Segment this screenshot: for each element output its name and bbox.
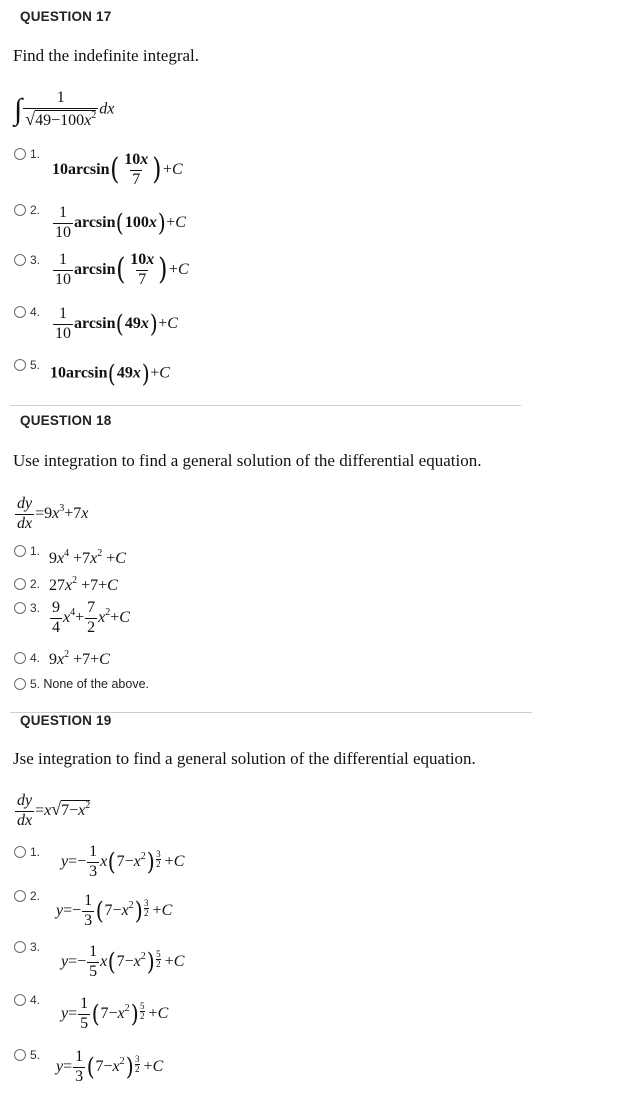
q17-option-5[interactable]: 5. xyxy=(14,358,40,372)
q19-option-3-expression: y=− $\frac{1}{5}$ $x(7-x^2)$ $\frac{5}{2}$ +C xyxy=(61,943,185,980)
question-18-equation: $\frac{dy}{dx}$ $=9x^3+7x$ xyxy=(17,495,89,532)
question-17-prompt: Find the indefinite integral. xyxy=(13,46,200,65)
q19-option-5-expression: y= $\frac{1}{3}$ $(7-x^2)$ $\frac{3}{2}$ +C xyxy=(56,1048,164,1085)
q18-option-5-text: None of the above. xyxy=(43,677,149,691)
question-18-title: QUESTION 18 xyxy=(20,413,112,428)
q17-option-2-expression: $\frac{1}{10}$ arcsin(100x)+C xyxy=(55,204,186,241)
question-17-title: QUESTION 17 xyxy=(20,9,112,24)
q17-option-5-radio[interactable] xyxy=(14,359,26,371)
question-19-title: QUESTION 19 xyxy=(20,713,112,728)
q17-option-2[interactable]: 2. xyxy=(14,203,40,217)
q17-option-2-radio[interactable] xyxy=(14,204,26,216)
q19-option-5[interactable]: 5. xyxy=(14,1048,40,1062)
q18-option-2[interactable]: 2. xyxy=(14,577,40,591)
q19-option-4[interactable]: 4. xyxy=(14,993,40,1007)
q18-option-3-expression: $\frac{9}{4}$ $x^4+$ $\frac{7}{2}$ $x^2+C$ xyxy=(52,599,130,636)
q19-option-1[interactable]: 1. xyxy=(14,845,40,859)
q19-option-5-radio[interactable] xyxy=(14,1049,26,1061)
question-17-integral: ∫ $\frac{1}{√49-100x^2}$ dx xyxy=(14,89,115,129)
q18-option-2-expression: $27x^2 +7+C$ xyxy=(49,575,118,594)
q18-option-4-expression: $9x^2 +7+C$ xyxy=(49,649,110,668)
q19-option-2-expression: y=− $\frac{1}{3}$ $(7-x^2)$ $\frac{3}{2}$ +C xyxy=(56,892,173,929)
q18-option-3[interactable]: 3. xyxy=(14,601,40,615)
q18-option-5[interactable]: 5. None of the above. xyxy=(14,677,149,691)
q19-option-2[interactable]: 2. xyxy=(14,889,40,903)
q18-option-4[interactable]: 4. xyxy=(14,651,40,665)
q17-option-1-expression: 10arcsin( $\frac{10x}{7}$ )+C xyxy=(52,151,183,188)
q18-option-1-radio[interactable] xyxy=(14,545,26,557)
question-19-prompt: Jse integration to find a general solution of the differential equation. xyxy=(13,749,476,768)
q19-option-1-expression: y=− $\frac{1}{3}$ $x(7-x^2)$ $\frac{3}{2}$ +C xyxy=(61,843,185,880)
q19-option-3-radio[interactable] xyxy=(14,941,26,953)
q17-option-1-radio[interactable] xyxy=(14,148,26,160)
q18-option-2-radio[interactable] xyxy=(14,578,26,590)
q19-option-4-expression: y= $\frac{1}{5}$ $(7-x^2)$ $\frac{5}{2}$ +C xyxy=(61,995,169,1032)
q19-option-1-radio[interactable] xyxy=(14,846,26,858)
q17-option-1[interactable]: 1. xyxy=(14,147,40,161)
q18-option-3-radio[interactable] xyxy=(14,602,26,614)
q18-option-5-radio[interactable] xyxy=(14,678,26,690)
q18-option-1-expression: $9x^4 +7x^2 +C$ xyxy=(49,548,126,567)
q17-option-3-expression: $\frac{1}{10}$ arcsin( $\frac{10x}{7}$ )+C xyxy=(55,251,189,288)
q17-option-4[interactable]: 4. xyxy=(14,305,40,319)
question-separator xyxy=(10,405,521,406)
q18-option-4-radio[interactable] xyxy=(14,652,26,664)
q17-option-4-radio[interactable] xyxy=(14,306,26,318)
question-18-prompt: Use integration to find a general solution of the differential equation. xyxy=(13,451,482,470)
q17-option-5-expression: 10arcsin(49x)+C xyxy=(50,360,170,388)
q19-option-3[interactable]: 3. xyxy=(14,940,40,954)
q17-option-4-expression: $\frac{1}{10}$ arcsin(49x)+C xyxy=(55,305,178,342)
q19-option-4-radio[interactable] xyxy=(14,994,26,1006)
question-19-equation: $\frac{dy}{dx}$ $=x√7-x^2$ xyxy=(17,792,91,829)
q19-option-2-radio[interactable] xyxy=(14,890,26,902)
q17-option-3-radio[interactable] xyxy=(14,254,26,266)
q18-option-1[interactable]: 1. xyxy=(14,544,40,558)
q17-option-3[interactable]: 3. xyxy=(14,253,40,267)
